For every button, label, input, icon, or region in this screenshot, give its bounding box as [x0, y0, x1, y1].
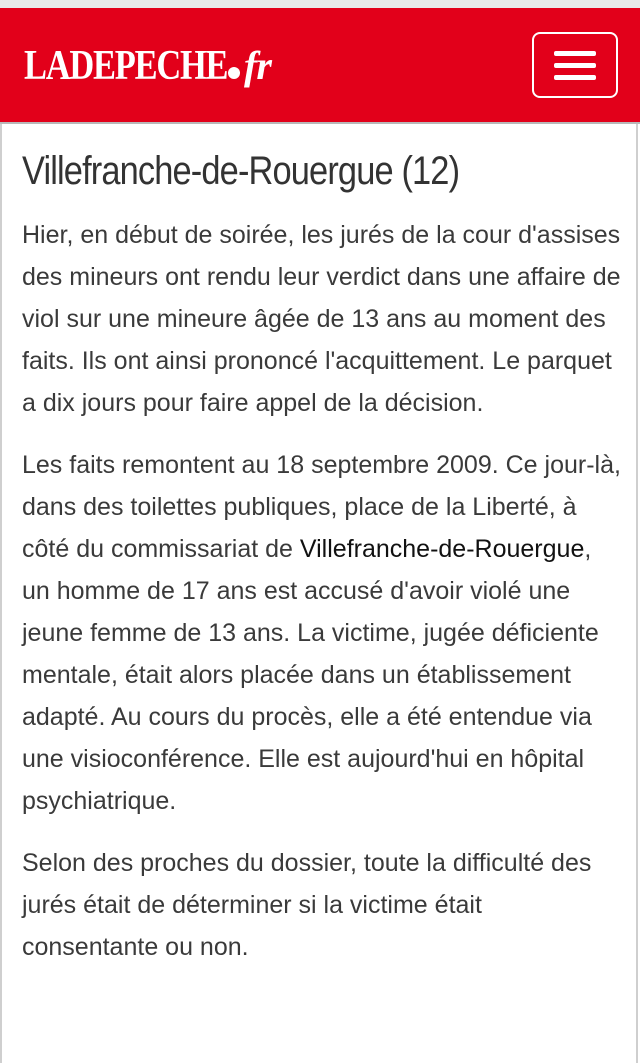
villefranche-link[interactable]: Villefranche-de-Rouergue [299, 535, 585, 563]
site-logo[interactable] [24, 42, 271, 94]
article-body [22, 214, 622, 988]
paragraph-2-text-after: , un homme de 17 ans est accusé d'avoir violé une jeune femme de 13 ans. La victime, jugée déficiente mentale, était alors placée dans un établissement adapté. Au cours du procès, elle a été entendue via une visioconférence. Elle est aujourd'hui en hôpital psychiatrique. [22, 535, 599, 815]
article-paragraph-2 [22, 444, 622, 822]
menu-bar-middle [554, 63, 596, 68]
logo-text: LADEPECHE [24, 43, 228, 89]
paragraph-2-text-before: Les faits remontent au 18 septembre 2009. Ce jour-là, dans des toilettes publiques, place de la Liberté, à côté du commissariat de [22, 451, 621, 563]
site-header [0, 8, 640, 124]
article-location-title: Villefranche-de-Rouergue (12) [22, 149, 460, 193]
article-paragraph-3: Selon des proches du dossier, toute la difficulté des jurés était de déterminer si la victime était consentante ou non. [22, 849, 592, 961]
article-paragraph-1: Hier, en début de soirée, les jurés de la cour d'assises des mineurs ont rendu leur verdict dans une affaire de viol sur une mineure âgée de 13 ans au moment des faits. Ils ont ainsi prononcé l'acquittement. Le parquet a dix jours pour faire appel de la décision. [22, 221, 621, 417]
logo-dot [228, 67, 240, 79]
status-strip [0, 0, 640, 8]
logo-suffix: fr [244, 43, 271, 88]
menu-bar-top [554, 51, 596, 56]
menu-button[interactable] [532, 32, 618, 98]
menu-bar-bottom [554, 75, 596, 80]
